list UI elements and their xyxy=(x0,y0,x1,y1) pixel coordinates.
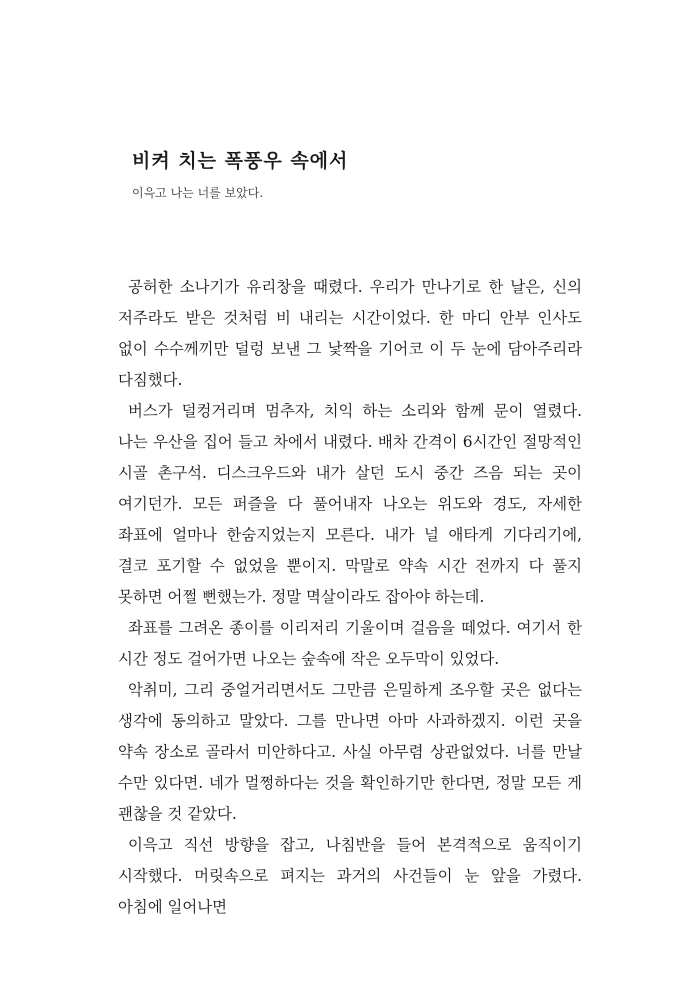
paragraph: 이윽고 직선 방향을 잡고, 나침반을 들어 본격적으로 움직이기 시작했다. 머릿속으로 펴지는 과거의 사건들이 눈 앞을 가렸다. 아침에 일어나면 xyxy=(118,836,582,916)
chapter-title: 비켜 치는 폭풍우 속에서 xyxy=(132,150,349,172)
paragraph: 악취미, 그리 중얼거리면서도 그만큼 은밀하게 조우할 곳은 없다는 생각에 동의하고 말았다. 그를 만나면 아마 사과하겠지. 이런 곳을 약속 장소로 골라서 미안하다고. 사실 아무렴 상관없었다. 너를 만날 수만 있다면. 네가 멀쩡하다는 것을 확인하기만 한다면, 정말 모든 게 괜찮을 것 같았다. xyxy=(118,681,582,823)
body-text xyxy=(118,272,582,923)
paragraph: 좌표를 그려온 종이를 이리저리 기울이며 걸음을 떼었다. 여기서 한 시간 정도 걸어가면 나오는 숲속에 작은 오두막이 있었다. xyxy=(118,619,582,668)
paragraph: 공허한 소나기가 유리창을 때렸다. 우리가 만나기로 한 날은, 신의 저주라도 받은 것처럼 비 내리는 시간이었다. 한 마디 안부 인사도 없이 수수께끼만 덜렁 보낸 그 낯짝을 기어코 이 두 눈에 담아주리라 다짐했다. xyxy=(118,278,582,389)
paragraph: 버스가 덜컹거리며 멈추자, 치익 하는 소리와 함께 문이 열렸다. 나는 우산을 집어 들고 차에서 내렸다. 배차 간격이 6시간인 절망적인 시골 촌구석. 디스크우드와 내가 살던 도시 중간 즈음 되는 곳이 여기던가. 모든 퍼즐을 다 풀어내자 나오는 위도와 경도, 자세한 좌표에 얼마나 한숨지었는지 모른다. 내가 널 애타게 기다리기에, 결코 포기할 수 없었을 뿐이지. 막말로 약속 시간 전까지 다 풀지 못하면 어쩔 뻔했는가. 정말 멱살이라도 잡아야 하는데. xyxy=(118,402,582,606)
chapter-subtitle: 이윽고 나는 너를 보았다. xyxy=(132,186,264,200)
